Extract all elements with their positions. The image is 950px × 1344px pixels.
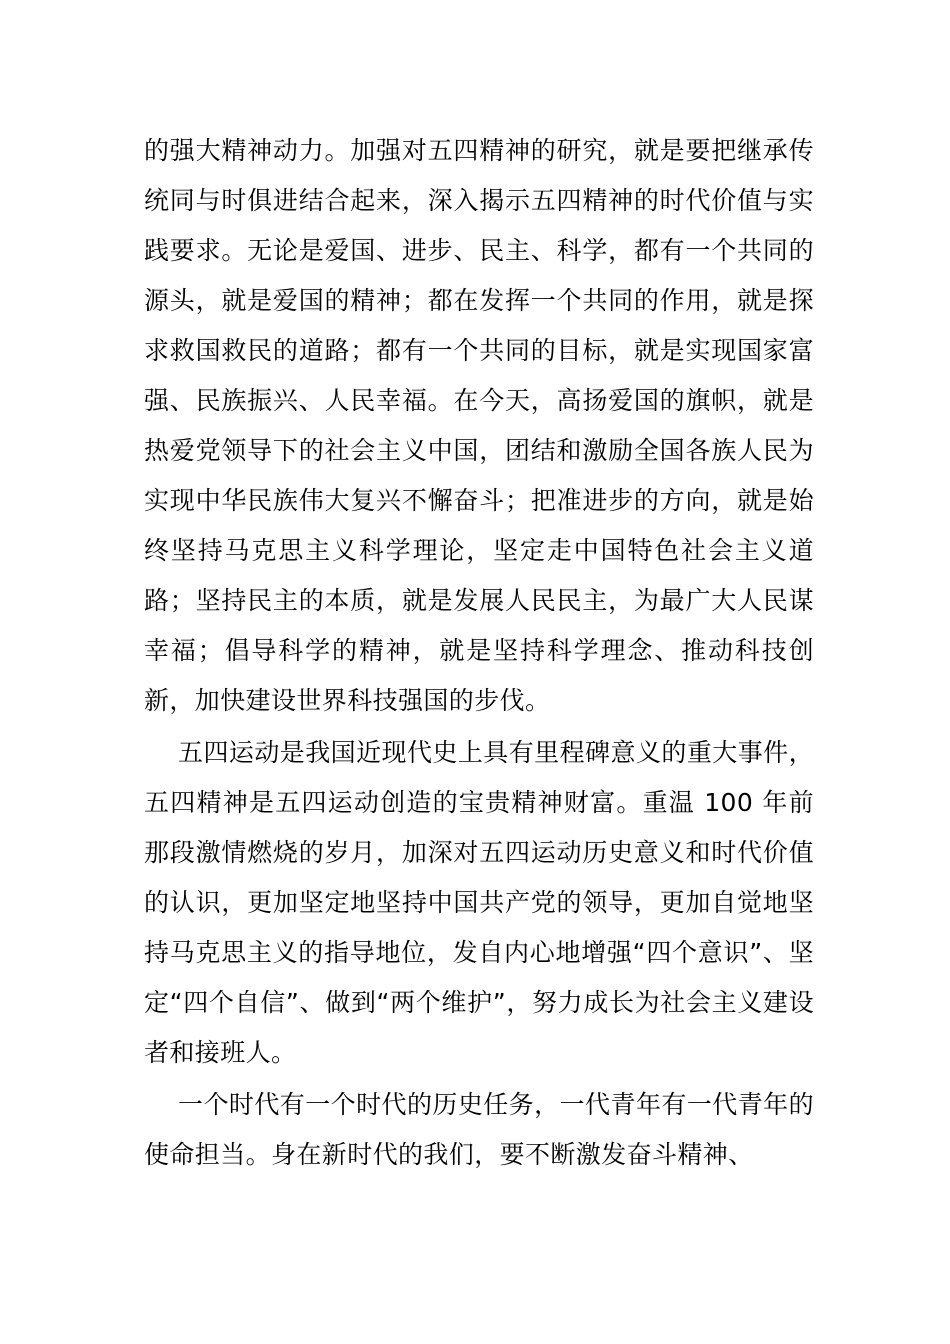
paragraph-3: 一个时代有一个时代的历史任务，一代青年有一代青年的使命担当。身在新时代的我们，要不断激发奋斗精神、	[144, 1090, 814, 1169]
paragraph-1: 的强大精神动力。加强对五四精神的研究，就是要把继承传统同与时俱进结合起来，深入揭示五四精神的时代价值与实践要求。无论是爱国、进步、民主、科学，都有一个共同的源头，就是爱国的精神；都在发挥一个共同的作用，就是探求救国救民的道路；都有一个共同的目标，就是实现国家富强、民族振兴、人民幸福。在今天，高扬爱国的旗帜，就是热爱党领导下的社会主义中国，团结和激励全国各族人民为实现中华民族伟大复兴不懈奋斗；把准进步的方向，就是始终坚持马克思主义科学理论，坚定走中国特色社会主义道路；坚持民主的本质，就是发展人民民主，为最广大人民谋幸福；倡导科学的精神，就是坚持科学理念、推动科技创新，加快建设世界科技强国的步伐。	[144, 136, 814, 715]
document-body	[144, 126, 814, 1180]
paragraph-2: 五四运动是我国近现代史上具有里程碑意义的重大事件，五四精神是五四运动创造的宝贵精神财富。重温 100 年前那段激情燃烧的岁月，加深对五四运动历史意义和时代价值的认识，更加坚定地坚持中国共产党的领导，更加自觉地坚持马克思主义的指导地位，发自内心地增强“四个意识”、坚定“四个自信”、做到“两个维护”，努力成长为社会主义建设者和接班人。	[144, 738, 814, 1067]
